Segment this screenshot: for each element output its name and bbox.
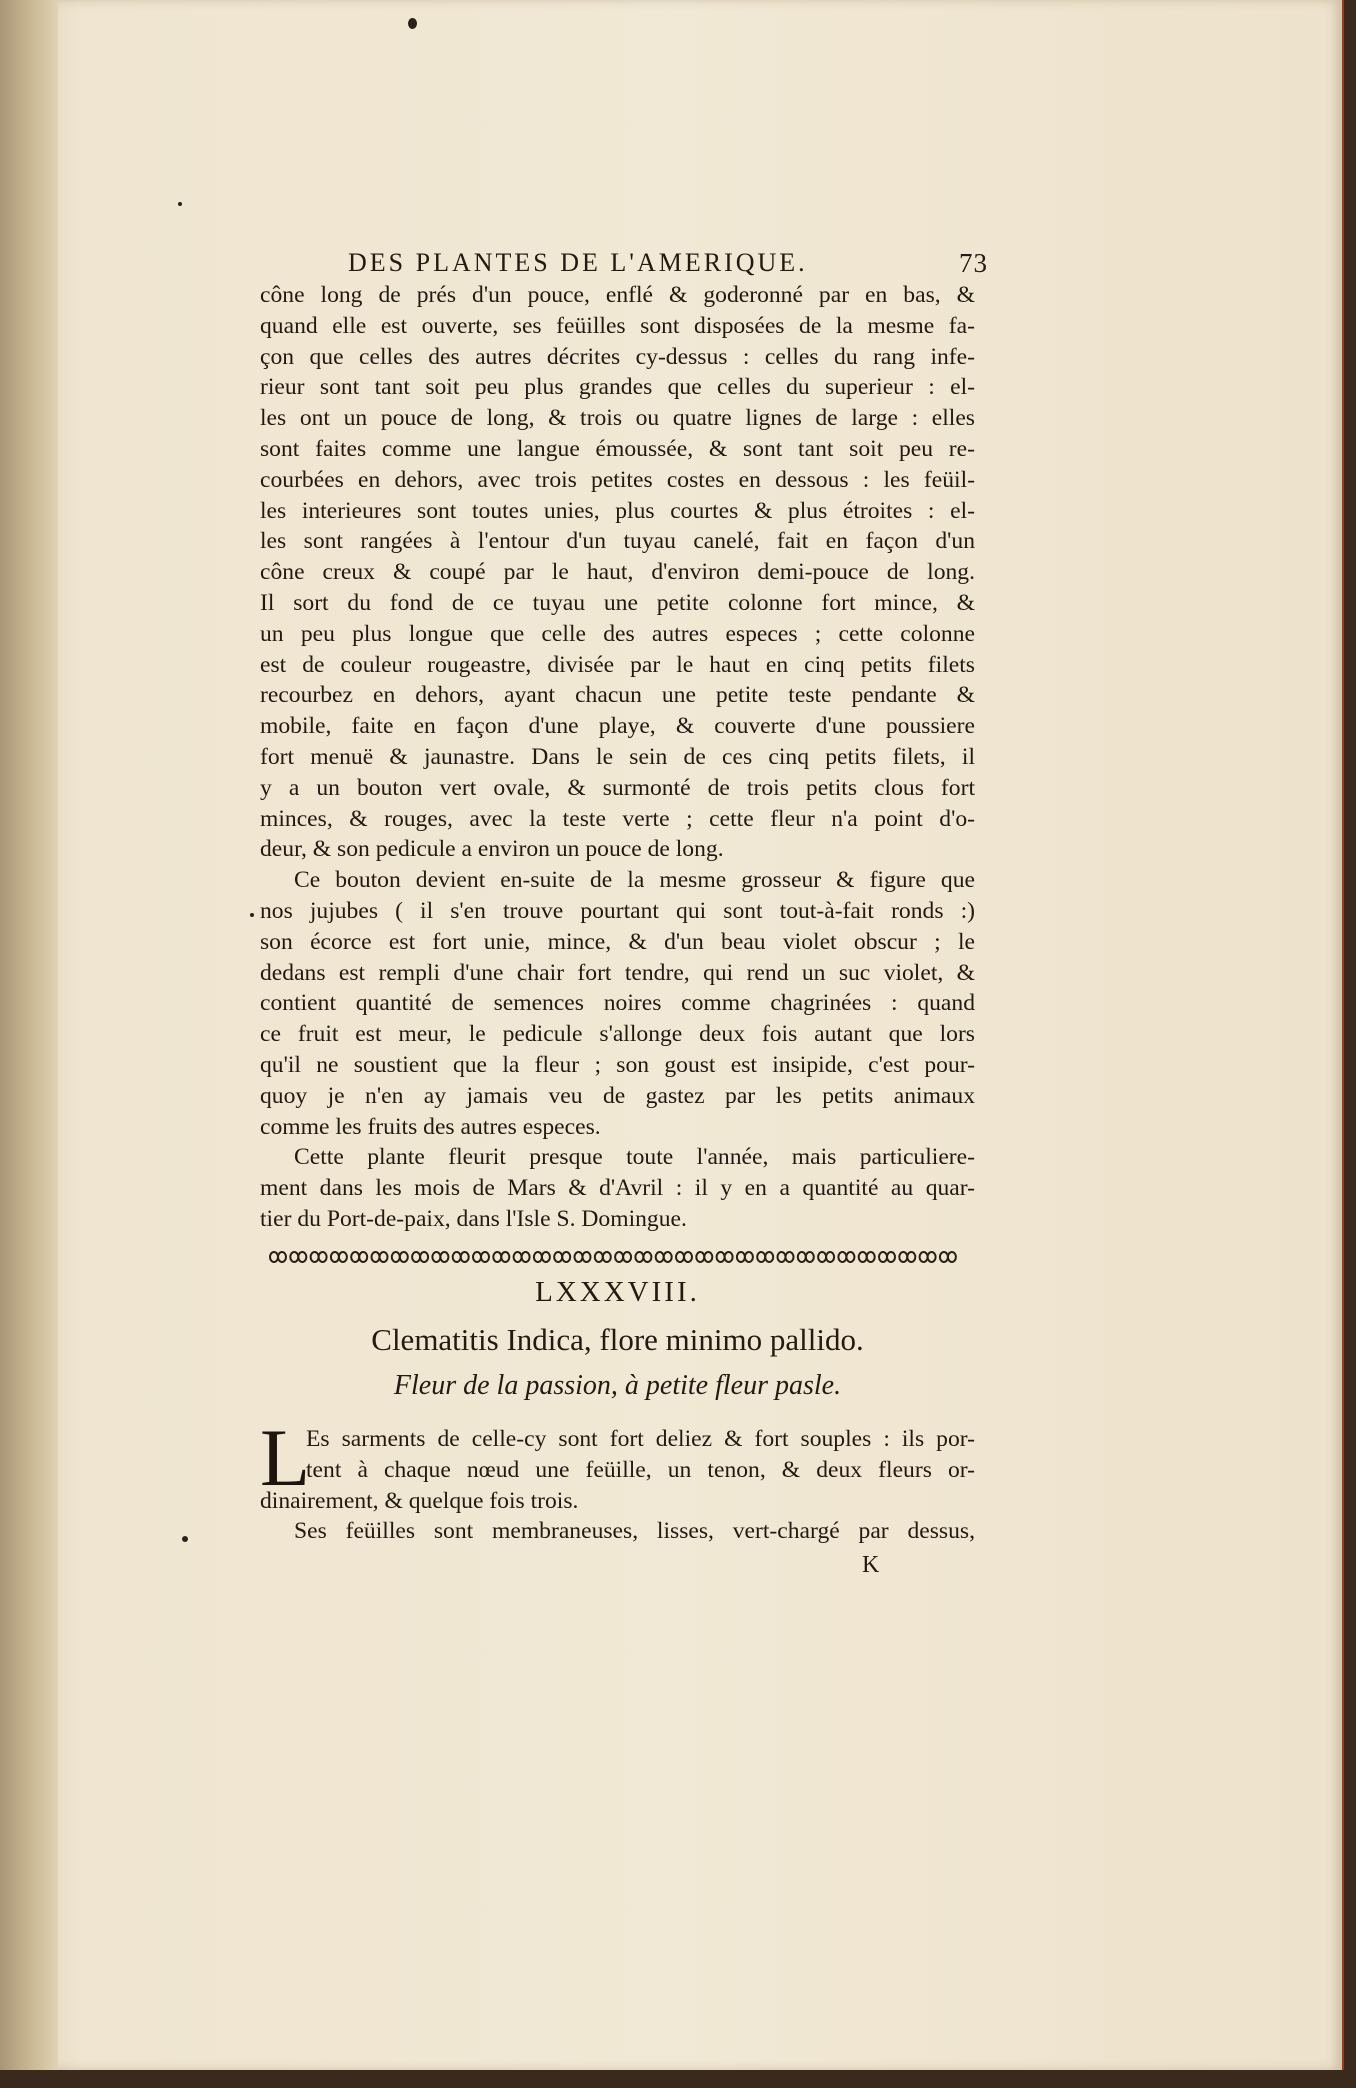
ink-speck bbox=[250, 913, 254, 917]
ornament-loop bbox=[575, 1252, 583, 1262]
ornament-loop bbox=[765, 1252, 773, 1262]
ornament-loop bbox=[290, 1252, 298, 1262]
ornament-loop bbox=[331, 1252, 339, 1262]
ornament-loop bbox=[907, 1252, 915, 1262]
ornament-loop bbox=[432, 1252, 440, 1262]
text-line: comme les fruits des autres especes. bbox=[260, 1113, 601, 1140]
ornament-loop bbox=[717, 1252, 725, 1262]
section-number: LXXXVIII. bbox=[535, 1276, 700, 1308]
ornament-loop bbox=[838, 1252, 846, 1262]
ornament-loop bbox=[725, 1252, 733, 1262]
ornament-loop bbox=[461, 1252, 469, 1262]
main-text bbox=[260, 280, 975, 1235]
text-line: Il sort du fond de ce tuyau une petite colonne fort mince, & bbox=[260, 589, 975, 616]
ornament-loop bbox=[928, 1252, 936, 1262]
ornament-loop bbox=[635, 1252, 643, 1262]
ornament-loop bbox=[542, 1252, 550, 1262]
section-latin-name: Clematitis Indica, flore minimo pallido. bbox=[371, 1322, 864, 1357]
ornament-loop bbox=[806, 1252, 814, 1262]
text-line: Es sarments de celle-cy sont fort deliez & fort souples : ils por- bbox=[306, 1426, 975, 1452]
ornament-loop bbox=[757, 1252, 765, 1262]
text-line: un peu plus longue que celle des autres especes ; cette colonne bbox=[260, 620, 975, 647]
ornament-loop bbox=[522, 1252, 530, 1262]
ornament-loop bbox=[473, 1252, 481, 1262]
text-line: dinairement, & quelque fois trois. bbox=[260, 1487, 579, 1514]
ornament-loop bbox=[696, 1252, 704, 1262]
paragraph bbox=[260, 1142, 975, 1234]
ornament-loop bbox=[603, 1252, 611, 1262]
ornament-loop bbox=[786, 1252, 794, 1262]
ornament-loop bbox=[859, 1252, 867, 1262]
ornament-loop bbox=[270, 1252, 278, 1262]
ink-speck bbox=[182, 1536, 188, 1542]
ornament-loop bbox=[899, 1252, 907, 1262]
ornament-loop bbox=[745, 1252, 753, 1262]
page-gutter bbox=[0, 0, 58, 2070]
text-line: les ont un pouce de long, & trois ou quatre lignes de large : elles bbox=[260, 405, 975, 432]
ornament-loop bbox=[453, 1252, 461, 1262]
ornament-loop bbox=[481, 1252, 489, 1262]
ornament-loop bbox=[392, 1252, 400, 1262]
ornament-loop bbox=[879, 1252, 887, 1262]
ornament-loop bbox=[380, 1252, 388, 1262]
text-line: Ses feüilles sont membraneuses, lisses, vert-chargé par dessus, bbox=[294, 1518, 975, 1545]
ornament-loop bbox=[372, 1252, 380, 1262]
ornament-loop bbox=[351, 1252, 359, 1262]
ornament-loop bbox=[798, 1252, 806, 1262]
running-header bbox=[348, 248, 988, 284]
text-line: les interieures sont toutes unies, plus courtes & plus étroites : el- bbox=[260, 497, 975, 524]
ornament-loop bbox=[440, 1252, 448, 1262]
ornament-loop bbox=[737, 1252, 745, 1262]
ornament-loop bbox=[400, 1252, 408, 1262]
ink-speck bbox=[178, 202, 182, 206]
ornament-loop bbox=[412, 1252, 420, 1262]
ornament-loop bbox=[684, 1252, 692, 1262]
text-line: cône creux & coupé par le haut, d'environ demi-pouce de long. bbox=[260, 559, 975, 586]
text-line: cône long de prés d'un pouce, enflé & goderonné par en bas, & bbox=[260, 282, 975, 308]
ornament-loop bbox=[846, 1252, 854, 1262]
ornament-loop bbox=[643, 1252, 651, 1262]
ornament-loop bbox=[311, 1252, 319, 1262]
text-line: est de couleur rougeastre, divisée par le haut en cinq petits filets bbox=[260, 651, 975, 678]
text-line: tier du Port-de-paix, dans l'Isle S. Domingue. bbox=[260, 1205, 687, 1232]
ornament-loop bbox=[826, 1252, 834, 1262]
page-number: 73 bbox=[959, 248, 988, 278]
text-line: quoy je n'en ay jamais veu de gastez par les petits animaux bbox=[260, 1082, 975, 1109]
ornament-loop bbox=[420, 1252, 428, 1262]
ornament-loop bbox=[623, 1252, 631, 1262]
ornament-loop bbox=[493, 1252, 501, 1262]
text-line: ment dans les mois de Mars & d'Avril : il y en a quantité au quar- bbox=[260, 1175, 975, 1202]
ornament-loop bbox=[514, 1252, 522, 1262]
running-title: DES PLANTES DE L'AMERIQUE. bbox=[348, 248, 808, 277]
text-line: fort menuë & jaunastre. Dans le sein de ces cinq petits filets, il bbox=[260, 743, 975, 770]
ornament-loop bbox=[940, 1252, 948, 1262]
text-line: rieur sont tant soit peu plus grandes que celles du superieur : el- bbox=[260, 374, 975, 401]
ornament-loop bbox=[948, 1252, 956, 1262]
ornament-loop bbox=[319, 1252, 327, 1262]
text-line: son écorce est fort unie, mince, & d'un beau violet obscur ; le bbox=[260, 928, 975, 955]
text-line: ce fruit est meur, le pedicule s'allonge deux fois autant que lors bbox=[260, 1021, 975, 1048]
ornament-loop bbox=[704, 1252, 712, 1262]
text-line: tent à chaque nœud une feüille, un tenon, & deux fleurs or- bbox=[306, 1456, 975, 1483]
ink-speck bbox=[408, 18, 417, 29]
ornament-loop bbox=[867, 1252, 875, 1262]
text-line: dedans est rempli d'une chair fort tendre, qui rend un suc violet, & bbox=[260, 959, 975, 986]
text-line: Cette plante fleurit presque toute l'année, mais particuliere- bbox=[294, 1144, 975, 1171]
paragraph bbox=[260, 865, 975, 1142]
ornament-loop bbox=[554, 1252, 562, 1262]
ornament-loop bbox=[595, 1252, 603, 1262]
text-line: mobile, faite en façon d'une playe, & couverte d'une poussiere bbox=[260, 713, 975, 740]
ornament-loop bbox=[676, 1252, 684, 1262]
catchword: K bbox=[862, 1552, 880, 1578]
ornament-loop bbox=[278, 1252, 286, 1262]
text-line: contient quantité de semences noires comme chagrinées : quand bbox=[260, 990, 975, 1017]
ornament-loop bbox=[887, 1252, 895, 1262]
paragraph bbox=[260, 280, 975, 865]
section-french-name: Fleur de la passion, à petite fleur pasle. bbox=[393, 1370, 842, 1401]
text-line: deur, & son pedicule a environ un pouce de long. bbox=[260, 836, 724, 863]
ornamental-rule bbox=[268, 1249, 968, 1265]
ornament-loop bbox=[664, 1252, 672, 1262]
ornament-loop bbox=[501, 1252, 509, 1262]
text-line: nos jujubes ( il s'en trouve pourtant qui sont tout-à-fait ronds :) bbox=[260, 897, 975, 924]
text-line: quand elle est ouverte, ses feüilles sont disposées de la mesme fa- bbox=[260, 312, 975, 339]
text-line: sont faites comme une langue émoussée, & sont tant soit peu re- bbox=[260, 435, 975, 462]
ornament-loop bbox=[656, 1252, 664, 1262]
ornament-loop bbox=[339, 1252, 347, 1262]
ornament-loop bbox=[920, 1252, 928, 1262]
ornament-loop bbox=[818, 1252, 826, 1262]
text-line: recourbez en dehors, ayant chacun une petite teste pendante & bbox=[260, 682, 975, 709]
ornament-loop bbox=[562, 1252, 570, 1262]
ornament-loop bbox=[534, 1252, 542, 1262]
text-line: y a un bouton vert ovale, & surmonté de trois petits clous fort bbox=[260, 774, 975, 801]
text-line: courbées en dehors, avec trois petites costes en dessous : les feüil- bbox=[260, 466, 975, 493]
text-line: les sont rangées à l'entour d'un tuyau canelé, fait en façon d'un bbox=[260, 528, 975, 555]
ornament-loop bbox=[615, 1252, 623, 1262]
text-line: Ce bouton devient en-suite de la mesme grosseur & figure que bbox=[294, 867, 975, 894]
section-text bbox=[260, 1412, 975, 1547]
ornament-loop bbox=[583, 1252, 591, 1262]
text-line: qu'il ne soustient que la fleur ; son goust est insipide, c'est pour- bbox=[260, 1051, 975, 1078]
ornament-loop bbox=[298, 1252, 306, 1262]
ornament-loop bbox=[359, 1252, 367, 1262]
drop-cap: L bbox=[260, 1412, 311, 1503]
ornament-loop bbox=[778, 1252, 786, 1262]
text-line: çon que celles des autres décrites cy-dessus : celles du rang infe- bbox=[260, 343, 975, 370]
text-line: minces, & rouges, avec la teste verte ; cette fleur n'a point d'o- bbox=[260, 805, 975, 832]
